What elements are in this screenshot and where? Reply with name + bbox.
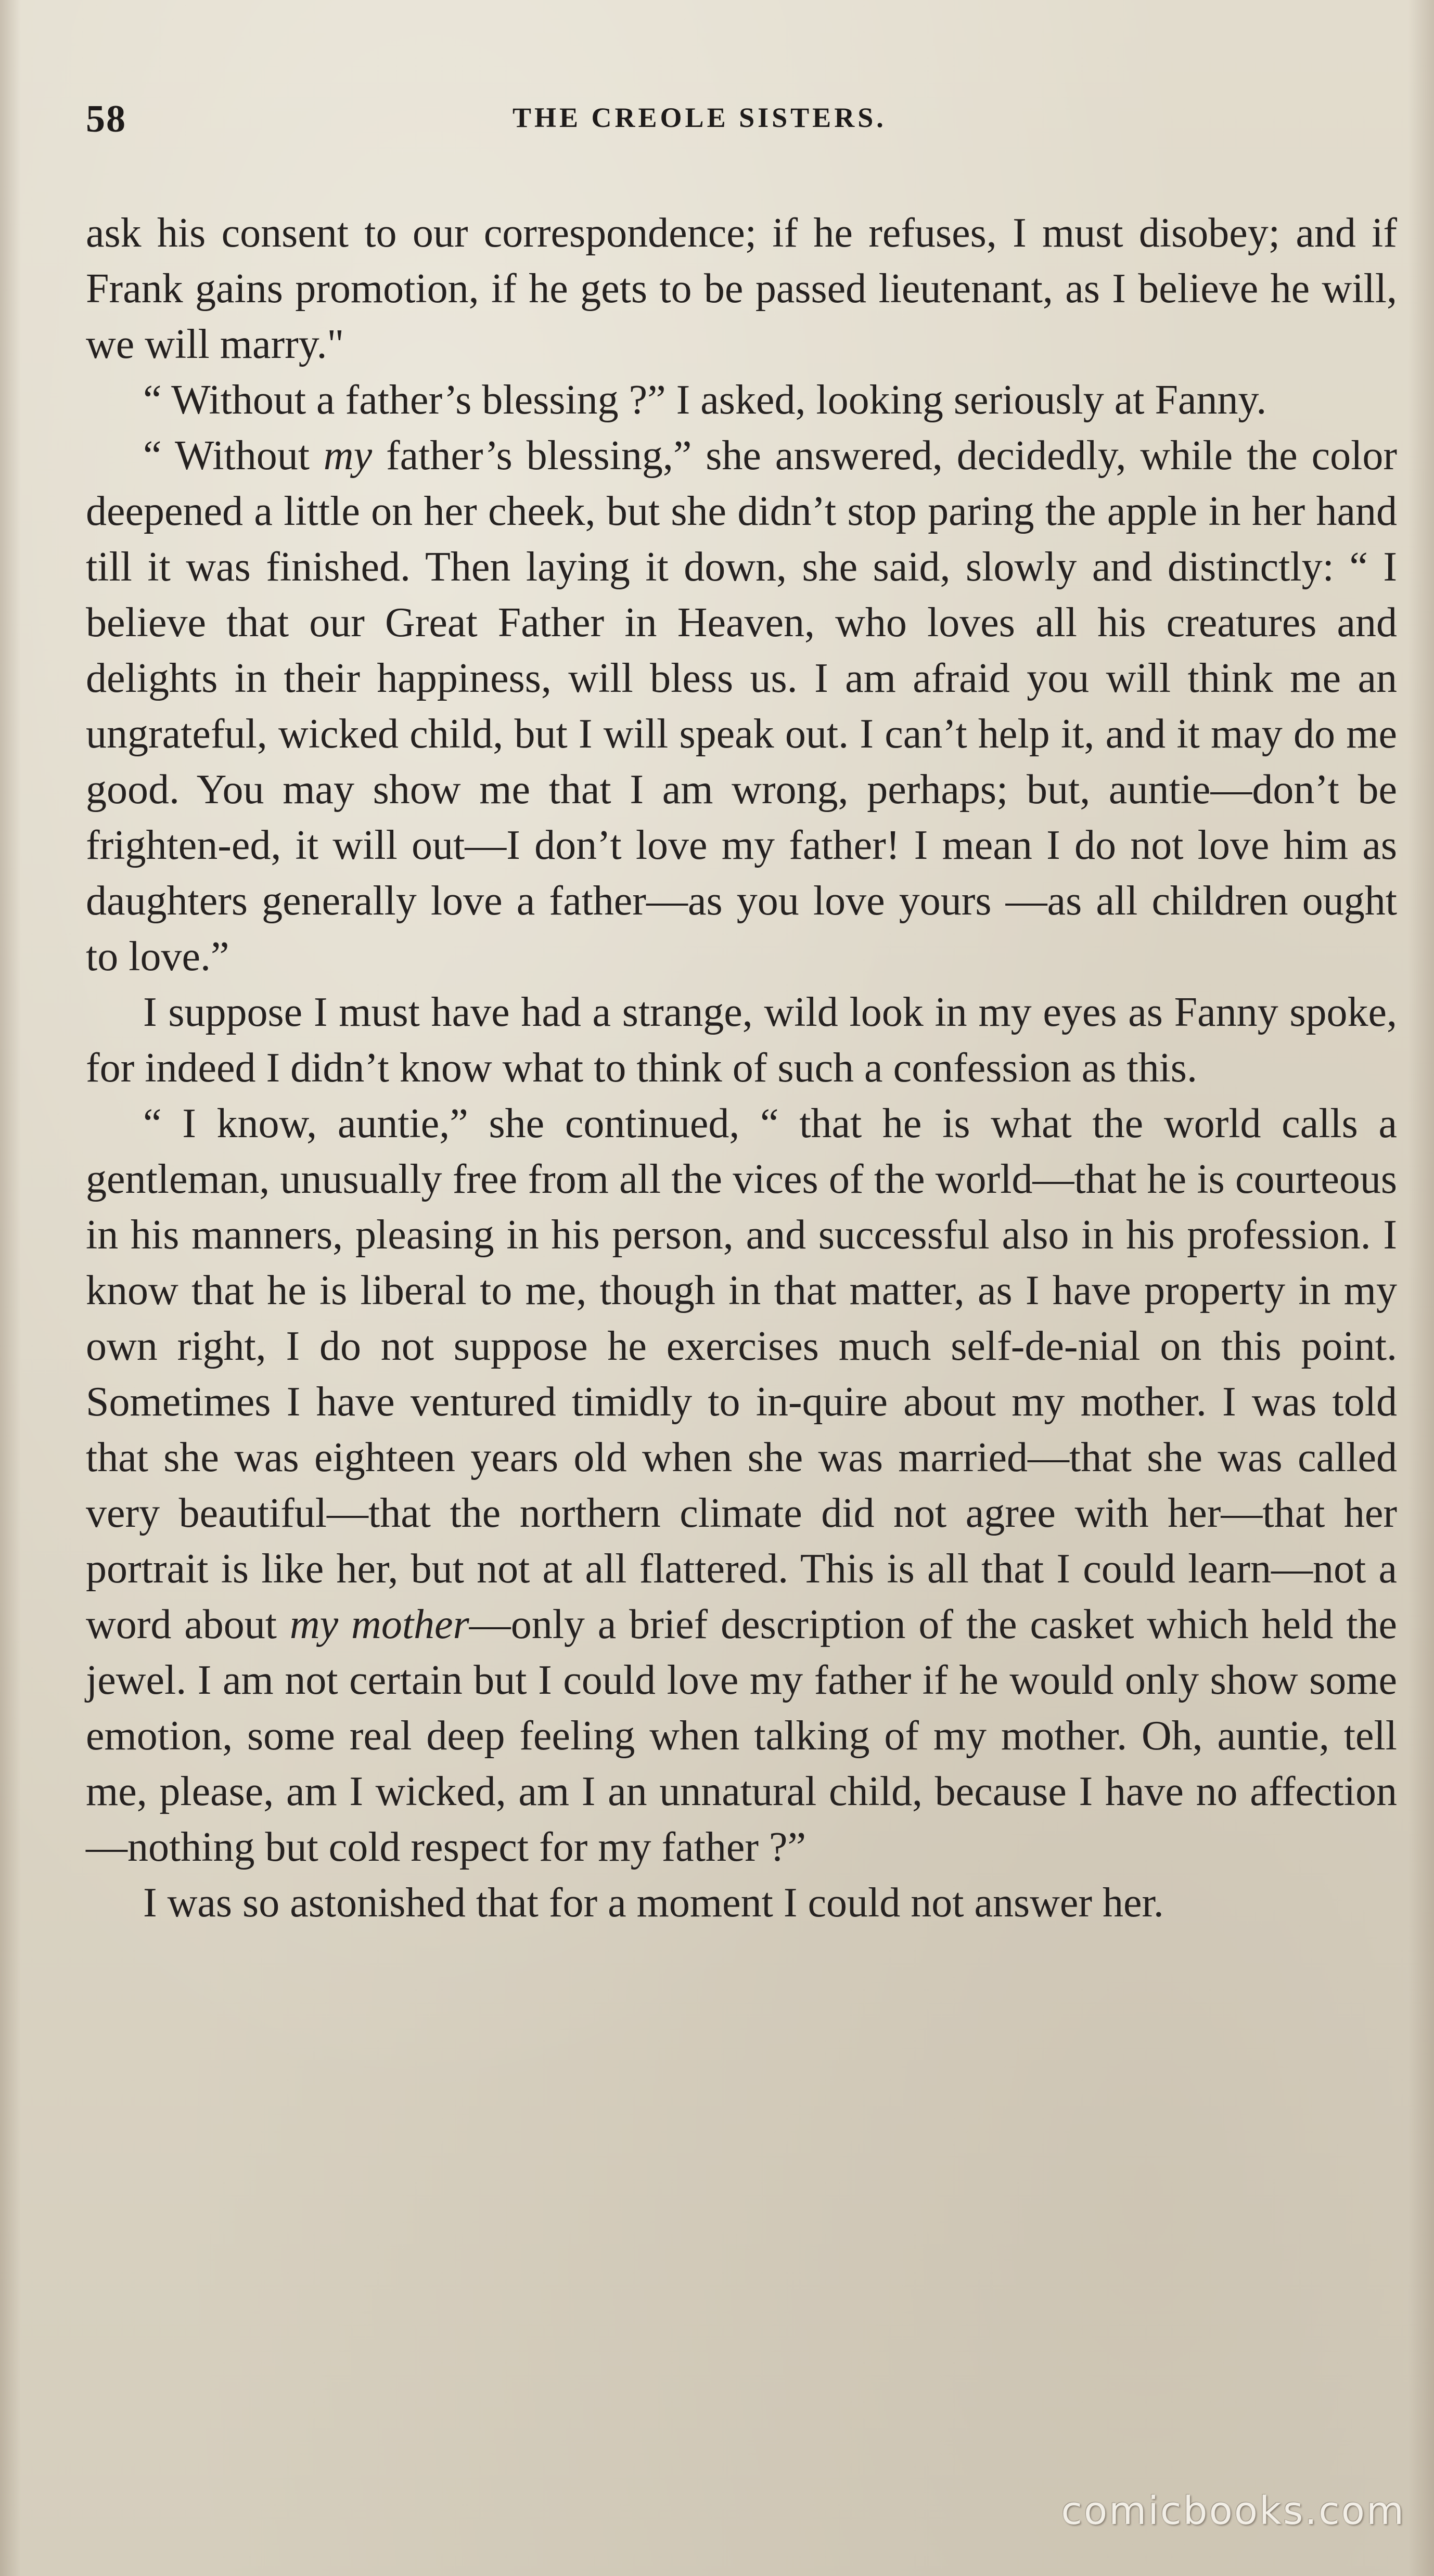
paragraph [86,205,1397,372]
italic-text: my [323,433,373,479]
watermark: comicbooks.com [1061,2489,1405,2533]
paragraph-text: ask his consent to our correspondence; if he refuses, I must disobey; and if Frank gains promotion, if he gets to be passed lieutenant, as I believe he will, we will marry." [86,210,1397,367]
running-head: THE CREOLE SISTERS. [513,102,887,133]
page-edge-shadow-right [1408,0,1434,2576]
paragraph-text: “ Without a father’s blessing ?” I asked, looking seriously at Fanny. [143,377,1267,423]
paragraph [86,1096,1397,1875]
paragraph-text: I was so astonished that for a moment I could not answer her. [143,1880,1164,1926]
paragraph [86,428,1397,985]
paragraph-text: father’s blessing,” she answered, decidedly, while the color deepened a little on her cheek, but she didn’t stop paring the apple in her hand till it was finished. Then laying it down, she said, slowly and distinctly: “ I believe that our Great Father in Heaven, who loves all his creatures and delights in their happiness, will bless us. I am afraid you will think me an ungrateful, wicked child, but I will speak out. I can’t help it, and it may do me good. You may show me that I am wrong, perhaps; but, auntie—don’t be frighten-ed, it will out—I don’t love my father! I mean I do not love him as daughters generally love a father—as you love yours —as all children ought to love.” [86,433,1397,980]
italic-text: my mother [289,1602,469,1647]
body-text [86,205,1397,1931]
paragraph-text: “ I know, auntie,” she continued, “ that he is what the world calls a gentleman, unusually free from all the vices of the world—that he is courteous in his manners, pleasing in his person, and successful also in his profession. I know that he is liberal to me, though in that matter, as I have property in my own right, I do not suppose he exercises much self-de-nial on this point. Sometimes I have ventured timidly to in-quire about my mother. I was told that she was eighteen years old when she was married—that she was called very beautiful—that the northern climate did not agree with her—that her portrait is like her, but not at all flattered. This is all that I could learn—not a word about [86,1101,1397,1647]
page-header [86,91,1402,153]
page-number: 58 [86,98,126,140]
paragraph-text: “ Without [143,433,324,479]
paragraph [86,372,1397,428]
page-edge-shadow-left [0,0,21,2576]
paragraph-text: I suppose I must have had a strange, wild look in my eyes as Fanny spoke, for indeed I didn’t know what to think of such a confession as this. [86,989,1397,1091]
paragraph [86,1875,1397,1931]
paragraph-text: —only a brief description of the casket which held the jewel. I am not certain but I could love my father if he would only show some emotion, some real deep feeling when talking of my mother. Oh, auntie, tell me, please, am I wicked, am I an unnatural child, because I have no affection—nothing but cold respect for my father ?” [86,1602,1398,1870]
paragraph [86,985,1397,1096]
